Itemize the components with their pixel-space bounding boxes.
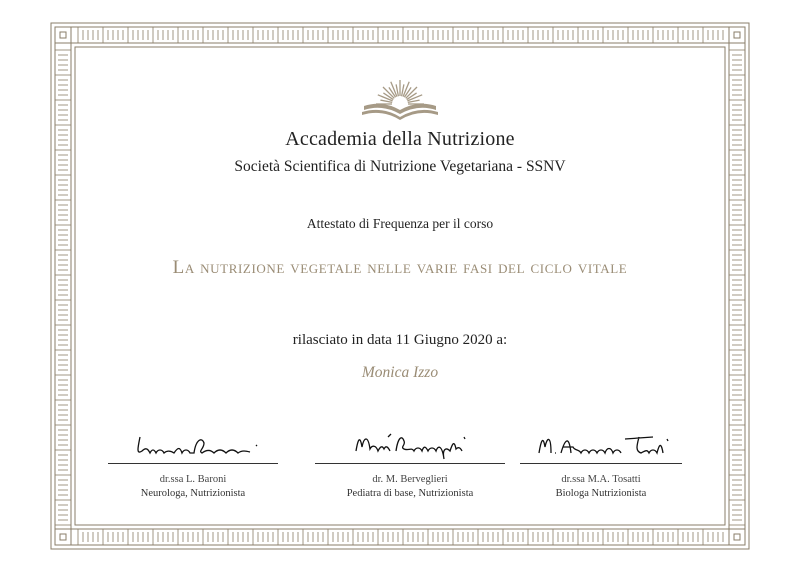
signatory-role: Neurologa, Nutrizionista — [140, 488, 246, 499]
signature-line — [315, 463, 505, 464]
institution-name: Accademia della Nutrizione — [285, 128, 515, 150]
signatory-role: Biologa Nutrizionista — [555, 488, 647, 499]
signature-line — [520, 463, 682, 464]
signatory-3 — [520, 425, 682, 499]
society-name: Società Scientifica di Nutrizione Vegetariana - SSNV — [234, 158, 566, 175]
signatory-name: dr. M. Berveglieri — [372, 474, 448, 485]
course-title: La nutrizione vegetale nelle varie fasi del ciclo vitale — [172, 257, 628, 278]
signature-berveglieri — [330, 425, 490, 461]
signatory-name: dr.ssa L. Baroni — [159, 474, 227, 485]
signature-tosatti — [521, 425, 681, 461]
certificate-heading: Attestato di Frequenza per il corso — [306, 216, 494, 231]
issue-date-line: rilasciato in data 11 Giugno 2020 a: — [292, 332, 508, 348]
signatory-name: dr.ssa M.A. Tosatti — [561, 474, 641, 485]
signatory-1 — [108, 425, 278, 499]
signatory-role: Pediatra di base, Nutrizionista — [346, 488, 474, 499]
signature-baroni — [118, 425, 268, 461]
recipient-name: Monica Izzo — [361, 364, 439, 381]
signature-line — [108, 463, 278, 464]
open-book-sunrise-icon — [360, 74, 440, 120]
signatory-2 — [315, 425, 505, 499]
